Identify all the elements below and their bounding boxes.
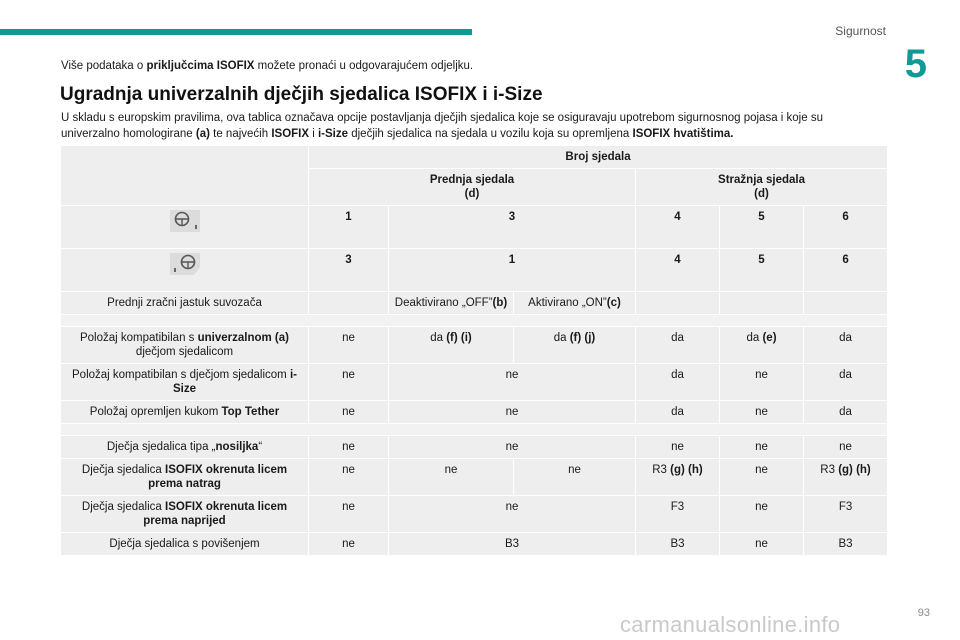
seat-num: 3 [345,254,352,266]
cell [636,249,720,292]
cell: da [636,364,720,401]
text-segment: Top Tether [221,406,280,418]
seat-number-header-text: Broj sjedala [565,151,631,163]
description-paragraph [61,110,881,142]
seat-num: 6 [842,211,849,223]
watermark: carmanualsonline.info [620,612,841,637]
table-row [61,436,888,459]
text-segment: “ [258,441,263,453]
text-segment: (b) [492,297,508,309]
rearward-label [61,459,309,496]
seat-num: 4 [674,211,681,223]
front-seats-header [309,169,636,206]
table-row [61,249,888,292]
cell: ne [720,436,804,459]
text-segment: da [839,332,852,344]
table-row [61,206,888,249]
cell: ne [720,496,804,533]
cell: ne [720,364,804,401]
table-row [61,292,888,315]
text-segment: i-Size [172,369,297,395]
cell: ne [309,401,389,424]
page-title: Ugradnja univerzalnih dječjih sjedalica ISOFIX i i-Size [60,84,543,105]
cell [636,206,720,249]
text-segment: R3 [820,464,839,476]
airbag-off-cell [389,292,514,315]
rear-seats-note: (d) [754,188,769,200]
text-segment: da [553,332,570,344]
cell: F3 [636,496,720,533]
cell [514,327,636,364]
cell: ne [389,436,636,459]
text-segment: ne [444,464,458,476]
cell: ne [720,533,804,556]
empty-corner-cell [61,146,309,206]
intro-text [61,60,473,72]
intro-suffix: možete pronaći u odgovarajućem odjeljku. [254,60,474,72]
cell: B3 [389,533,636,556]
text-segment: ISOFIX okrenuta licem prema natrag [148,464,288,490]
table-row [61,327,888,364]
isofix-table [60,145,888,556]
top-accent-bar [0,29,472,35]
steering-right-cell [61,249,309,292]
text-segment: (f) (j) [569,332,596,344]
text-segment: ISOFIX [271,128,310,140]
cell: ne [389,496,636,533]
text-segment: (e) [762,332,777,344]
cell [720,327,804,364]
text-segment: dječjih sjedalica na sjedala u vozilu koja su opremljena [348,128,633,140]
intro-prefix: Više podataka o [61,60,147,72]
text-segment: i-Size [317,128,349,140]
text-segment: ne [342,332,355,344]
spacer-cell [61,315,888,327]
text-segment: nosiljka [215,441,259,453]
table-row [61,459,888,496]
text-segment: da [430,332,447,344]
cell [804,459,888,496]
cell: ne [720,401,804,424]
front-seats-label: Prednja sjedala [429,174,515,186]
cell [636,459,720,496]
seat-num: 1 [345,211,352,223]
cell: da [636,401,720,424]
steering-wheel-right-icon [170,253,200,275]
spacer-row [61,315,888,327]
text-segment: Položaj opremljen kukom [89,406,222,418]
isize-label [61,364,309,401]
text-segment: Dječja sjedalica tipa „ [106,441,216,453]
cell [636,292,720,315]
table-row [61,364,888,401]
seat-num: 3 [508,211,516,223]
text-segment: ISOFIX hvatištima. [632,128,734,140]
cell [389,206,636,249]
cell [720,206,804,249]
cell [309,249,389,292]
universal-label [61,327,309,364]
cell [720,292,804,315]
text-segment: Dječja sjedalica [81,464,166,476]
text-segment: da [671,332,684,344]
chapter-number: 5 [904,42,927,86]
text-segment: (c) [606,297,621,309]
seat-num: 4 [674,254,681,266]
airbag-on-cell [514,292,636,315]
spacer-row [61,424,888,436]
text-segment: Deaktivirano „OFF” [394,297,493,309]
cell: ne [309,533,389,556]
text-segment: (a) [195,128,210,140]
text-segment: ne [342,464,355,476]
cell: ne [636,436,720,459]
cell: ne [309,364,389,401]
airbag-label: Prednji zračni jastuk suvozača [61,292,309,315]
table-row [61,401,888,424]
text-segment: Dječja sjedalica [81,501,166,513]
carrycot-label [61,436,309,459]
text-segment: i [309,128,318,140]
cell [389,327,514,364]
cell: ne [309,496,389,533]
seat-num: 5 [758,254,765,266]
text-segment: U skladu s europskim pravilima, ova tablica označava opcije postavljanja dječjih sjedalica koje se osiguravaju upotrebom sigurnosnog pojasa i koje su univerzalno homologirane [61,112,823,140]
front-seats-note: (d) [464,188,480,200]
steering-left-cell [61,206,309,249]
table-row [61,496,888,533]
text-segment: da [746,332,763,344]
cell: ne [389,401,636,424]
cell: da [804,401,888,424]
cell [309,459,389,496]
cell [804,206,888,249]
steering-wheel-left-icon [170,210,200,232]
cell [309,292,389,315]
text-segment: ne [568,464,581,476]
cell [636,327,720,364]
seat-number-header [309,146,888,169]
page-number: 93 [917,607,930,619]
seat-num: 5 [758,211,765,223]
cell [804,292,888,315]
cell: ne [804,436,888,459]
cell: F3 [804,496,888,533]
rear-seats-header [636,169,888,206]
text-segment: R3 [652,464,671,476]
cell [389,249,636,292]
cell [309,327,389,364]
text-segment: ne [755,464,768,476]
cell: ne [309,436,389,459]
text-segment: ISOFIX okrenuta licem prema naprijed [143,501,288,527]
cell [804,327,888,364]
text-segment: Aktivirano „ON” [528,297,607,309]
section-label: Sigurnost [835,24,886,38]
text-segment: (g) (h) [670,464,703,476]
text-segment: (g) (h) [838,464,871,476]
seat-num: 6 [842,254,849,266]
table-row [61,533,888,556]
text-segment: Položaj kompatibilan s [79,332,198,344]
spacer-cell [61,424,888,436]
cell [720,459,804,496]
cell [309,206,389,249]
text-segment: univerzalnom (a) [197,332,289,344]
cell [389,459,514,496]
rear-seats-label: Stražnja sjedala [718,174,805,186]
forward-label [61,496,309,533]
table-row [61,146,888,169]
cell: da [804,364,888,401]
seat-num: 1 [508,254,516,266]
cell [514,459,636,496]
toptether-label [61,401,309,424]
cell: B3 [804,533,888,556]
cell: ne [389,364,636,401]
booster-label: Dječja sjedalica s povišenjem [61,533,309,556]
cell: B3 [636,533,720,556]
text-segment: te najvećih [209,128,272,140]
cell [720,249,804,292]
text-segment: (f) (i) [446,332,472,344]
text-segment: dječjom sjedalicom [135,346,234,358]
text-segment: Položaj kompatibilan s dječjom sjedalicom [72,369,290,381]
cell [804,249,888,292]
intro-link-text: priključcima ISOFIX [146,60,255,72]
